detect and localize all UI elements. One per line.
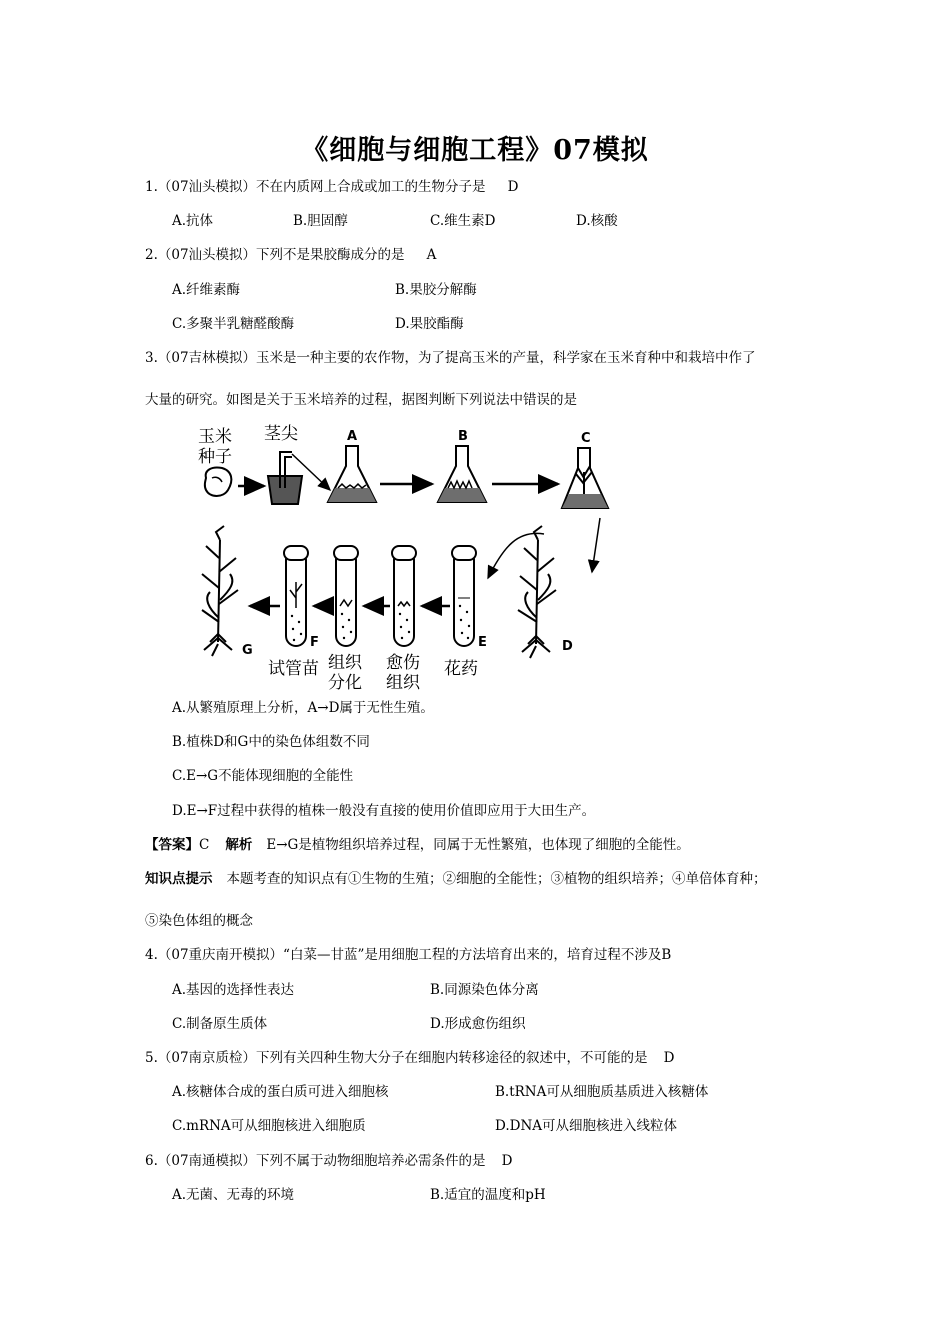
corn-culture-diagram-svg (188, 422, 616, 694)
question-3-stem-line-2: 大量的研究。如图是关于玉米培养的过程，据图判断下列说法中错误的是 (145, 392, 577, 408)
label-f: F (310, 635, 319, 650)
seed-label-line-2: 种子 (198, 447, 232, 467)
question-2-stem: 2.（07汕头模拟）下列不是果胶酶成分的是 A (145, 247, 437, 263)
tube-label-differentiation: 分化 (328, 673, 362, 693)
plant-d-icon (518, 526, 556, 658)
question-3-stem-line-1: 3.（07吉林模拟）玉米是一种主要的农作物，为了提高玉米的产量，科学家在玉米育种中和栽培中作了 (145, 350, 756, 366)
question-4-option-d: D.形成愈伤组织 (430, 1016, 526, 1032)
tube-f-icon (284, 546, 308, 646)
question-2-option-a: A.纤维素酶 (172, 282, 241, 298)
question-1-answer: D (507, 179, 519, 195)
tube-label-callus-1: 愈伤 (386, 653, 420, 673)
knowledge-line-2: ⑤染色体组的概念 (145, 913, 253, 929)
label-a: A (347, 429, 358, 444)
question-3-option-c: C.E→G不能体现细胞的全能性 (172, 768, 354, 784)
question-2-option-c: C.多聚半乳糖醛酸酶 (172, 316, 295, 332)
label-b: B (458, 429, 468, 444)
analysis-text: E→G是植物组织培养过程，同属于无性繁殖，也体现了细胞的全能性。 (266, 837, 690, 853)
answer-label: 【答案】 (145, 837, 199, 853)
question-1-option-d: D.核酸 (576, 213, 618, 229)
corn-seed-icon (205, 467, 232, 496)
question-5-answer: D (663, 1050, 675, 1066)
question-4-option-b: B.同源染色体分离 (430, 982, 539, 998)
question-2-answer: A (426, 247, 437, 263)
question-6-stem: 6.（07南通模拟）下列不属于动物细胞培养必需条件的是 D (145, 1153, 513, 1169)
tube-callus-icon (392, 546, 416, 646)
tube-label-seedling: 试管苗 (268, 659, 319, 679)
question-1-stem: 1.（07汕头模拟）不在内质网上合成或加工的生物分子是 D (145, 179, 519, 195)
label-e: E (478, 635, 487, 650)
label-c: C (581, 431, 591, 446)
tube-label-anther: 花药 (444, 659, 478, 679)
tube-differentiation-icon (334, 546, 358, 646)
tube-label-tissue: 组织 (328, 653, 362, 673)
corn-culture-diagram (188, 422, 616, 694)
question-2-option-b: B.果胶分解酶 (395, 282, 477, 298)
question-5-option-c: C.mRNA可从细胞核进入细胞质 (172, 1118, 366, 1134)
knowledge-line-1 (145, 870, 767, 888)
question-1-option-c: C.维生素D (430, 213, 496, 229)
question-4-option-a: A.基因的选择性表达 (172, 982, 295, 998)
question-6-option-a: A.无菌、无毒的环境 (172, 1187, 295, 1203)
knowledge-text-1: 本题考查的知识点有①生物的生殖；②细胞的全能性；③植物的组织培养；④单倍体育种； (226, 871, 767, 887)
page-title: 《细胞与细胞工程》07模拟 (301, 135, 649, 166)
question-5-option-d: D.DNA可从细胞核进入线粒体 (495, 1118, 678, 1134)
flask-a-medium (328, 488, 376, 502)
question-3-answer-line (145, 836, 690, 854)
question-6-answer: D (501, 1153, 513, 1169)
tube-label-callus-2: 组织 (386, 673, 420, 693)
question-3-option-a: A.从繁殖原理上分析，A→D属于无性生殖。 (172, 700, 434, 716)
plant-g-icon (202, 526, 238, 656)
question-3-answer: C (199, 837, 210, 853)
question-3-option-b: B.植株D和G中的染色体组数不同 (172, 734, 370, 750)
stem-tip-label: 茎尖 (264, 424, 298, 444)
question-5-option-b: B.tRNA可从细胞质基质进入核糖体 (495, 1084, 709, 1100)
analysis-label: 解析 (225, 837, 253, 853)
arrow-d-to-e (488, 533, 544, 578)
knowledge-label: 知识点提示 (145, 871, 213, 887)
question-4-stem: 4.（07重庆南开模拟）“白菜—甘蓝”是用细胞工程的方法培育出来的，培育过程不涉及B (145, 947, 672, 963)
label-d: D (562, 639, 573, 654)
question-6-option-b: B.适宜的温度和pH (430, 1187, 546, 1203)
seed-label-line-1: 玉米 (198, 427, 232, 447)
flask-b-medium (438, 488, 486, 502)
question-4-option-c: C.制备原生质体 (172, 1016, 268, 1032)
question-2-option-d: D.果胶酯酶 (395, 316, 464, 332)
tube-e-icon (452, 546, 476, 646)
arrow-c-to-d (592, 518, 600, 572)
question-1-option-b: B.胆固醇 (293, 213, 348, 229)
question-5-stem: 5.（07南京质检）下列有关四种生物大分子在细胞内转移途径的叙述中，不可能的是 D (145, 1050, 675, 1066)
question-3-option-d: D.E→F过程中获得的植株一般没有直接的使用价值即应用于大田生产。 (172, 803, 596, 819)
flask-c-medium (562, 494, 608, 508)
question-5-option-a: A.核糖体合成的蛋白质可进入细胞核 (172, 1084, 389, 1100)
label-g: G (242, 643, 253, 658)
question-1-option-a: A.抗体 (172, 213, 214, 229)
